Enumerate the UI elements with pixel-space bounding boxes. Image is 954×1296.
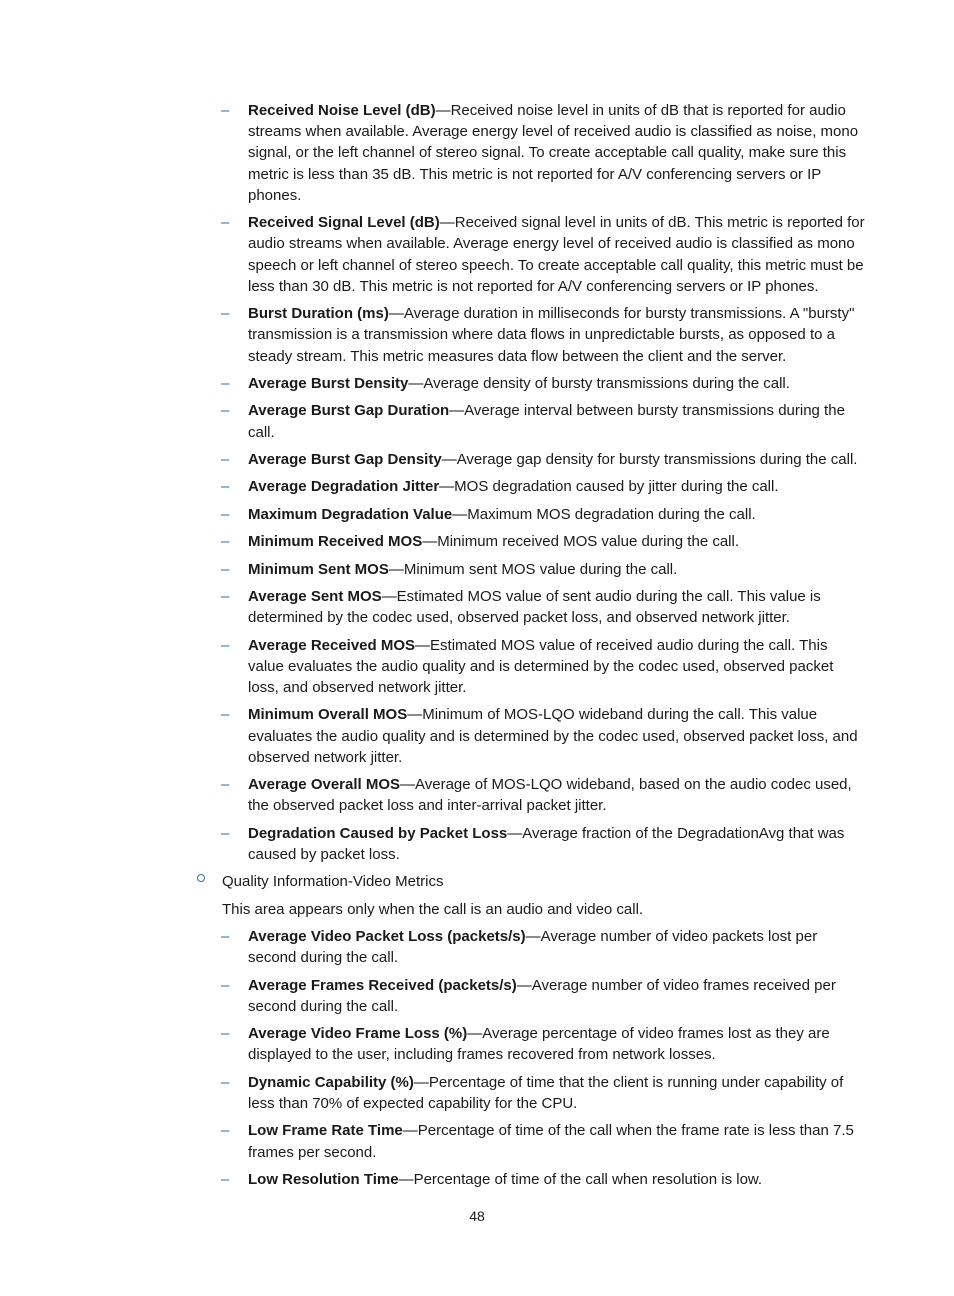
description: —Average of MOS-LQO wideband, based on the audio codec used, the observed packet loss and inter-arrival packet jitter.	[248, 776, 852, 815]
description: —Average density of bursty transmissions during the call.	[408, 375, 790, 392]
term: Dynamic Capability (%)	[248, 1073, 414, 1091]
dash-bullet: –	[221, 102, 230, 119]
dash-bullet: –	[221, 928, 230, 946]
term: Received Signal Level (dB)	[248, 214, 440, 232]
list-item	[221, 303, 866, 367]
term: Average Video Frame Loss (%)	[248, 1025, 468, 1043]
term: Average Burst Density	[248, 375, 409, 392]
description: —Average duration in milliseconds for bursty transmissions. A "bursty" transmission is a transmission where data flows in unpredictable bursts, as opposed to a steady stream. This metric measures data flow between the client and the server.	[248, 305, 855, 365]
term: Burst Duration (ms)	[248, 305, 389, 323]
dash-bullet: –	[221, 450, 230, 468]
term: Average Video Packet Loss (packets/s)	[248, 928, 526, 946]
dash-bullet: –	[221, 560, 230, 578]
dash-bullet: –	[221, 1171, 230, 1189]
description: —Average gap density for bursty transmissions during the call.	[441, 450, 858, 468]
term: Average Sent MOS	[248, 587, 382, 605]
list-item	[221, 100, 866, 206]
list-item	[221, 635, 866, 699]
term: Low Frame Rate Time	[248, 1122, 403, 1140]
dash-bullet: –	[221, 1073, 230, 1091]
list-item	[221, 559, 866, 580]
list-item	[221, 449, 866, 470]
description: —Average interval between bursty transmissions during the call.	[248, 402, 845, 441]
term: Received Noise Level (dB)	[248, 102, 436, 119]
description: —Average number of video frames received per second during the call.	[248, 976, 836, 1015]
list-item	[221, 926, 866, 968]
dash-bullet: –	[221, 214, 230, 232]
list-item	[221, 1169, 866, 1190]
list-item	[221, 1023, 866, 1065]
term: Average Degradation Jitter	[248, 478, 440, 496]
dash-bullet: –	[221, 587, 230, 605]
description: —Received signal level in units of dB. This metric is reported for audio streams when available. Average energy level of received audio is classified as mono speech or left channel of stereo speech. To create acceptable call quality, this metric must be less than 30 dB. This metric is not reported for A/V conferencing servers or IP phones.	[248, 214, 865, 295]
term: Average Burst Gap Duration	[248, 402, 450, 420]
term: Average Received MOS	[248, 636, 416, 654]
term: Low Resolution Time	[248, 1171, 399, 1189]
description: —Received noise level in units of dB that is reported for audio streams when available. Average energy level of received audio is classified as noise, mono signal, or the left channel of stereo signal. To create acceptable call quality, make sure this metric is less than 35 dB. This metric is not reported for A/V conferencing servers or IP phones.	[248, 102, 859, 204]
description: —Estimated MOS value of sent audio during the call. This value is determined by the codec used, observed packet loss, and observed network jitter.	[248, 587, 821, 627]
description: —Percentage of time of the call when the frame rate is less than 7.5 frames per second.	[248, 1122, 854, 1161]
term: Minimum Sent MOS	[248, 560, 389, 578]
list-item	[221, 1120, 866, 1162]
list-item	[221, 531, 866, 552]
term: Average Burst Gap Density	[248, 450, 442, 468]
dash-bullet: –	[221, 375, 230, 392]
list-item	[221, 476, 866, 497]
dash-bullet: –	[221, 706, 230, 724]
list-item	[221, 823, 866, 865]
dash-bullet: –	[221, 776, 230, 794]
description: —Minimum sent MOS value during the call.	[388, 560, 678, 578]
dash-bullet: –	[221, 976, 230, 994]
description: —Maximum MOS degradation during the call.	[452, 505, 756, 523]
circle-bullet-icon	[197, 874, 205, 882]
dash-bullet: –	[221, 402, 230, 420]
list-item	[221, 774, 866, 816]
page-content	[0, 100, 954, 1196]
list-item	[221, 704, 866, 768]
term: Minimum Received MOS	[248, 533, 423, 551]
term: Minimum Overall MOS	[248, 706, 408, 724]
description: —Minimum of MOS-LQO wideband during the call. This value evaluates the audio quality and is determined by the codec used, observed packet loss, and observed network jitter.	[248, 706, 858, 766]
dash-bullet: –	[221, 1122, 230, 1140]
description: —Average fraction of the DegradationAvg that was caused by packet loss.	[248, 824, 845, 863]
list-item	[221, 400, 866, 442]
dash-bullet: –	[221, 533, 230, 551]
description: —Percentage of time that the client is running under capability of less than 70% of expected capability for the CPU.	[248, 1073, 844, 1113]
term: Maximum Degradation Value	[248, 505, 453, 523]
list-item	[221, 586, 866, 628]
description: —Average percentage of video frames lost as they are displayed to the user, including frames recovered from network losses.	[248, 1025, 830, 1064]
list-item	[221, 504, 866, 525]
term: Average Overall MOS	[248, 776, 401, 794]
dash-bullet: –	[221, 824, 230, 842]
description: —Percentage of time of the call when resolution is low.	[398, 1171, 763, 1189]
dash-bullet: –	[221, 1025, 230, 1043]
list-item	[221, 1072, 866, 1114]
list-item	[221, 212, 866, 297]
description: —Minimum received MOS value during the call.	[422, 533, 740, 551]
list-item	[221, 373, 866, 394]
term: Average Frames Received (packets/s)	[248, 976, 517, 994]
section-heading-video-metrics	[222, 871, 862, 892]
description: —MOS degradation caused by jitter during the call.	[439, 478, 779, 496]
description: —Estimated MOS value of received audio during the call. This value evaluates the audio quality and is determined by the codec used, observed packet loss, and observed network jitter.	[248, 636, 834, 696]
description: —Average number of video packets lost per second during the call.	[248, 928, 818, 967]
term: Degradation Caused by Packet Loss	[248, 824, 508, 842]
list-item	[221, 975, 866, 1017]
section-heading-text: Quality Information-Video Metrics	[222, 873, 444, 891]
section-intro: This area appears only when the call is an audio and video call.	[222, 900, 644, 918]
dash-bullet: –	[221, 478, 230, 496]
dash-bullet: –	[221, 305, 230, 323]
dash-bullet: –	[221, 505, 230, 523]
page-number: 48	[469, 1208, 485, 1224]
dash-bullet: –	[221, 636, 230, 654]
